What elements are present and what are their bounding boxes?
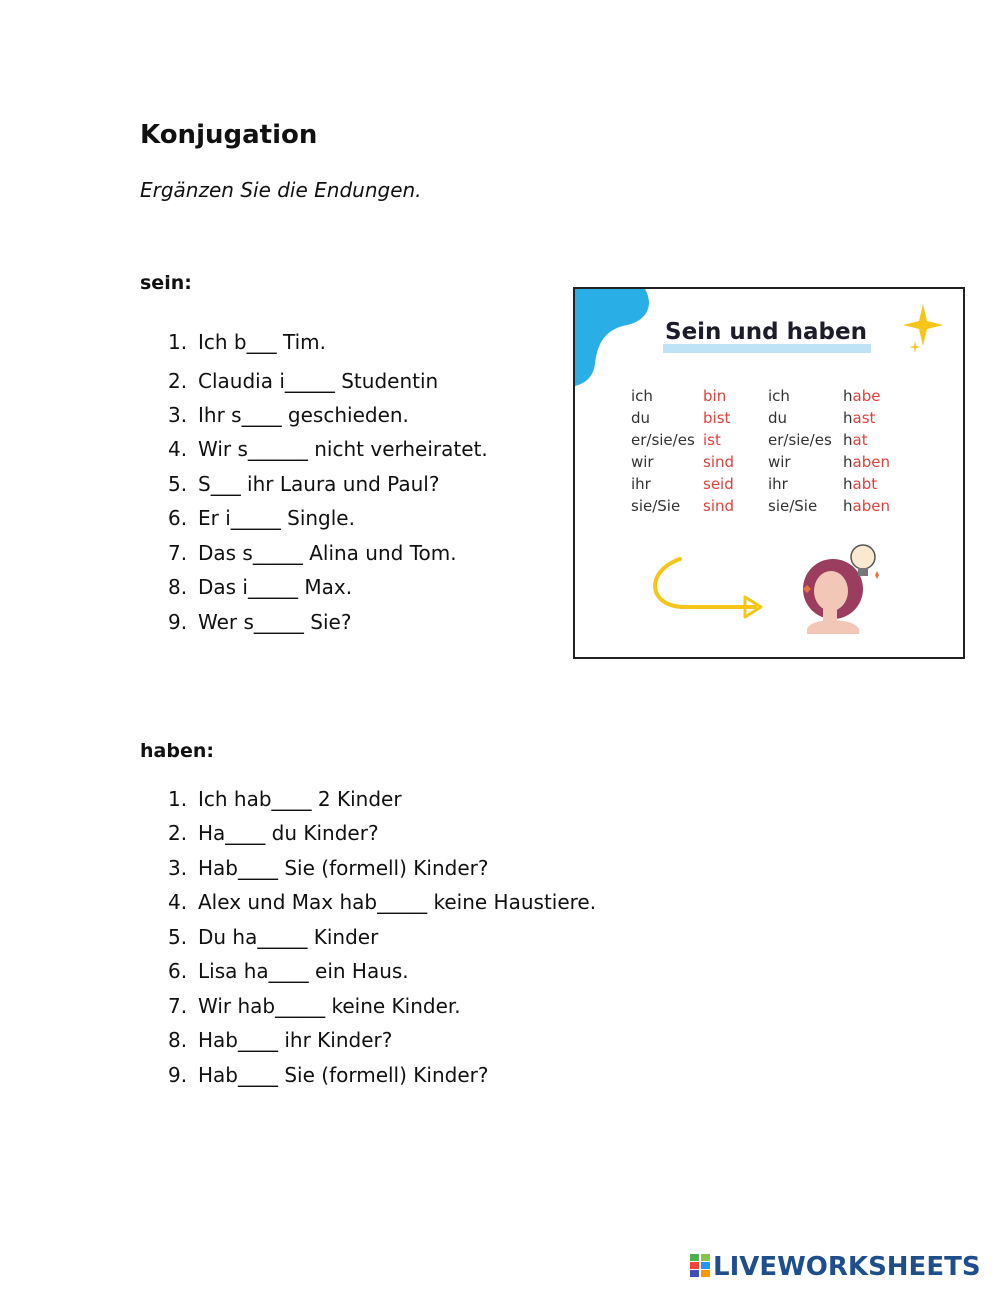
pronoun-label: ich [631,387,653,405]
card-title: Sein und haben [665,319,867,345]
verb-form: haben [843,497,890,515]
verb-form: sind [703,497,735,515]
section-label-sein: sein: [140,272,192,294]
verb-form: sind [703,453,735,471]
list-item: 1. Ich b___ Tim. [168,330,326,354]
liveworksheets-mark-icon [690,1254,710,1278]
page-title: Konjugation [140,120,318,150]
instruction: Ergänzen Sie die Endungen. [140,178,422,202]
list-item: 1. Ich hab____ 2 Kinder [168,787,402,811]
list-item: 2. Claudia i_____ Studentin [168,369,439,393]
blue-blob-shape [575,289,649,386]
verb-form: haben [843,453,890,471]
list-item: 2. Ha____ du Kinder? [168,821,379,845]
liveworksheets-logo: LIVEWORKSHEETS [690,1252,981,1282]
list-item: 5. S___ ihr Laura und Paul? [168,472,440,496]
pronoun-label: er/sie/es [768,431,832,449]
verb-form: habt [843,475,878,493]
thinking-person-icon [803,545,879,634]
pronoun-label: ich [768,387,790,405]
section-label-haben: haben: [140,740,214,762]
conjugation-reference-card [573,287,965,659]
list-item: 8. Hab____ ihr Kinder? [168,1028,393,1052]
list-item: 9. Hab____ Sie (formell) Kinder? [168,1063,489,1087]
pronoun-label: ihr [768,475,788,493]
list-item: 3. Hab____ Sie (formell) Kinder? [168,856,489,880]
verb-form: hat [843,431,868,449]
sparkle-icon [903,304,943,353]
list-item: 4. Alex und Max hab_____ keine Haustiere. [168,890,597,914]
verb-form: bin [703,387,727,405]
pronoun-label: du [631,409,651,427]
pronoun-label: wir [768,453,791,471]
pronoun-label: ihr [631,475,651,493]
verb-form: habe [843,387,881,405]
pronoun-label: sie/Sie [768,497,818,515]
verb-form: seid [703,475,734,493]
verb-form: hast [843,409,876,427]
verb-form: bist [703,409,731,427]
pronoun-label: du [768,409,788,427]
curved-arrow-icon [655,559,755,607]
verb-form: ist [703,431,721,449]
pronoun-label: sie/Sie [631,497,681,515]
list-item: 9. Wer s_____ Sie? [168,610,352,634]
list-item: 5. Du ha_____ Kinder [168,925,379,949]
title-highlight [663,344,871,353]
pronoun-label: er/sie/es [631,431,695,449]
list-item: 4. Wir s______ nicht verheiratet. [168,437,488,461]
list-item: 6. Lisa ha____ ein Haus. [168,959,409,983]
list-item: 7. Wir hab_____ keine Kinder. [168,994,461,1018]
pronoun-label: wir [631,453,654,471]
list-item: 6. Er i_____ Single. [168,506,355,530]
list-item: 3. Ihr s____ geschieden. [168,403,409,427]
list-item: 8. Das i_____ Max. [168,575,353,599]
list-item: 7. Das s_____ Alina und Tom. [168,541,457,565]
